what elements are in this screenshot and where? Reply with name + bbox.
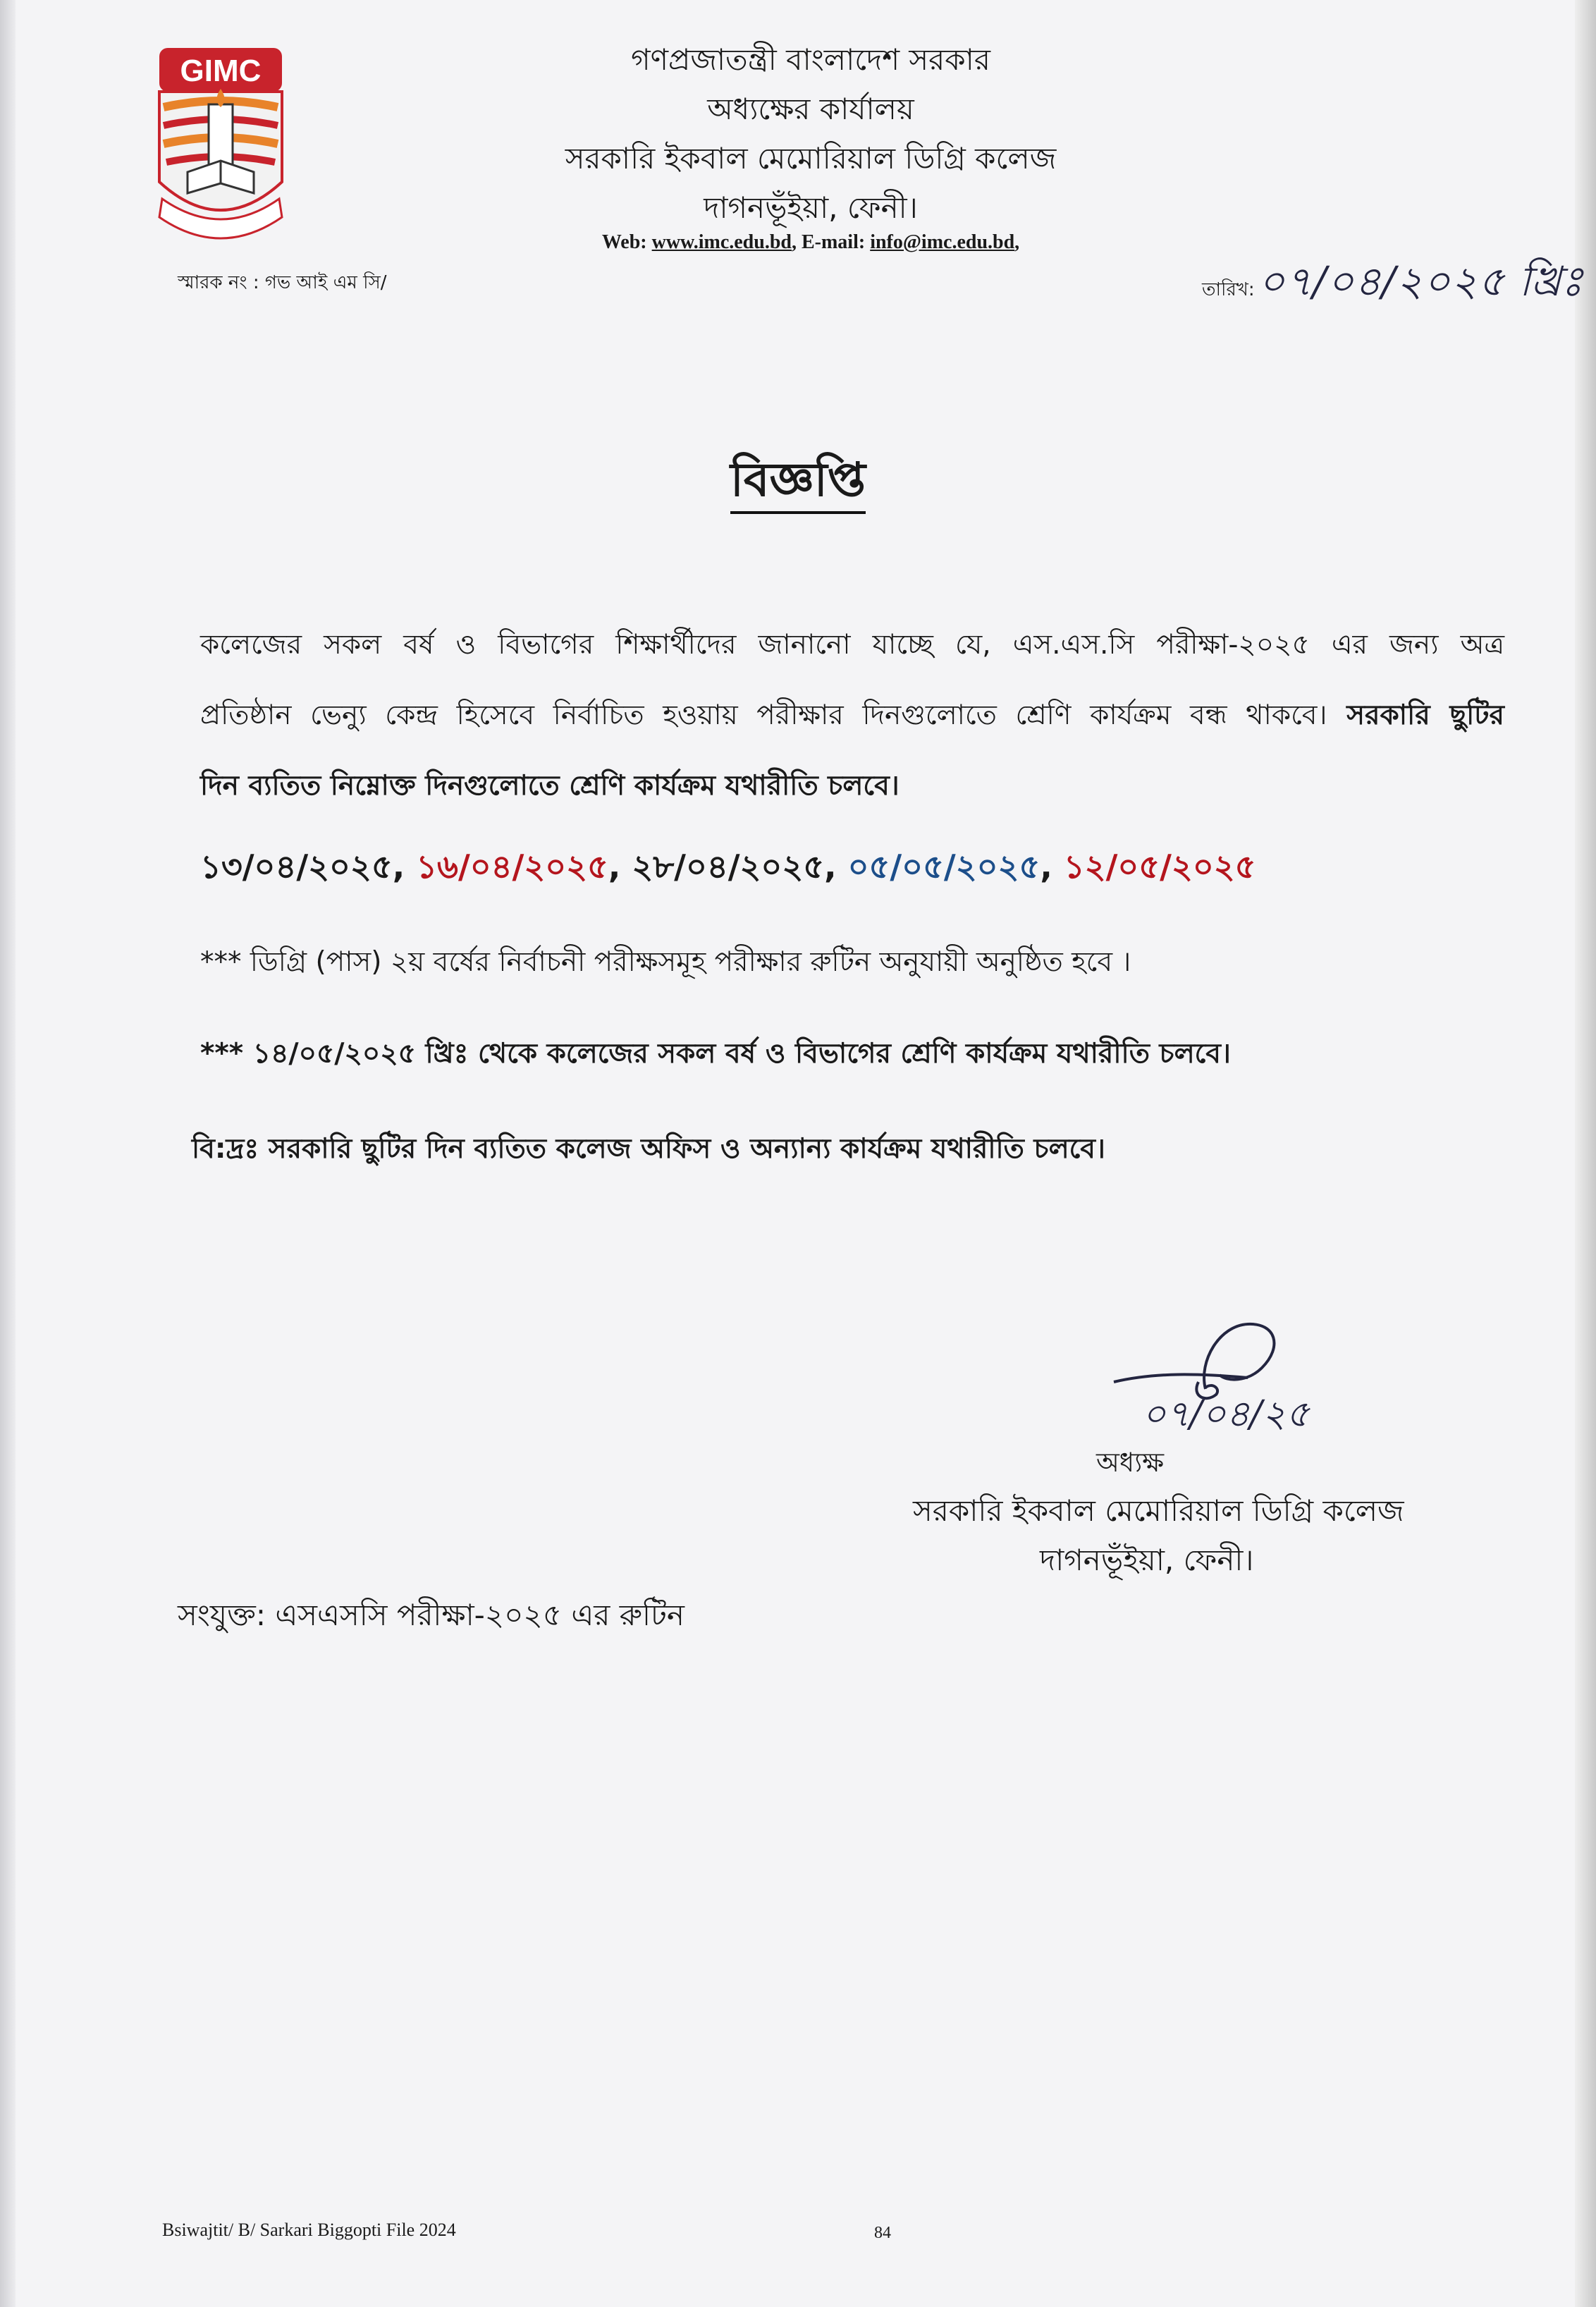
header-trailing: , (1014, 231, 1020, 253)
college-logo (154, 48, 288, 245)
signatory-college: সরকারি ইকবাল মেমোরিয়াল ডিগ্রি কলেজ (913, 1493, 1404, 1528)
signature-date: ০৭/০৪/২৫ (1142, 1393, 1310, 1436)
body-line-2 (200, 699, 1504, 731)
email-link[interactable]: info@imc.edu.bd (870, 231, 1015, 253)
date-label: তারিখ: (1202, 279, 1255, 300)
date-item: ১৩/০৪/২০২৫ (200, 847, 393, 886)
page-edge-right (1575, 0, 1596, 2307)
logo-text: GIMC (180, 54, 262, 88)
date-item: ০৫/০৫/২০২৫ (847, 847, 1041, 886)
signatory-title: অধ্যক্ষ (1096, 1447, 1165, 1478)
note-office: বি:দ্রঃ সরকারি ছুটির দিন ব্যতিত কলেজ অফিস ও অন্যান্য কার্যক্রম যথারীতি চলবে। (192, 1133, 1105, 1165)
notice-title-text: বিজ্ঞপ্তি (730, 453, 866, 514)
signatory-place: দাগনভূঁইয়া, ফেনী। (1040, 1543, 1254, 1577)
header-place: দাগনভূঁইয়া, ফেনী। (704, 190, 918, 225)
web-label: Web: (601, 231, 652, 253)
header-contact (493, 231, 1128, 254)
header-office: অধ্যক্ষের কার্যালয় (707, 92, 914, 126)
issue-date (1202, 250, 1583, 319)
date-item: ১৬/০৪/২০২৫ (416, 847, 608, 886)
page-edge-left (0, 0, 16, 2307)
class-dates: ১৩/০৪/২০২৫, ১৬/০৪/২০২৫, ২৮/০৪/২০২৫, ০৫/০৫/২০২৫, ১২/০৫/২০২৫ (200, 847, 1256, 886)
email-label: , E-mail: (791, 231, 871, 253)
body-line-2a: প্রতিষ্ঠান ভেন্যু কেন্দ্র হিসেবে নির্বাচিত হওয়ায় পরীক্ষার দিনগুলোতে শ্রেণি কার্যক্রম বন্ধ থাকবে। (200, 699, 1327, 731)
date-value: ০৭/০৪/২০২৫ খ্রিঃ (1258, 257, 1584, 305)
body-line-1: কলেজের সকল বর্ষ ও বিভাগের শিক্ষার্থীদের জানানো যাচ্ছে যে, এস.এস.সি পরীক্ষা-২০২৫ এর জন্য অত্র (200, 629, 1504, 661)
page-number: 84 (874, 2224, 891, 2242)
header-government: গণপ্রজাতন্ত্রী বাংলাদেশ সরকার (631, 42, 990, 77)
note-resume-classes: *** ১৪/০৫/২০২৫ খ্রিঃ থেকে কলেজের সকল বর্ষ ও বিভাগের শ্রেণি কার্যক্রম যথারীতি চলবে। (200, 1038, 1231, 1070)
website-link[interactable]: www.imc.edu.bd (651, 231, 792, 253)
date-item: ১২/০৫/২০২৫ (1063, 847, 1256, 886)
note-degree-exam: *** ডিগ্রি (পাস) ২য় বর্ষের নির্বাচনী পরীক্ষসমূহ পরীক্ষার রুটিন অনুযায়ী অনুষ্ঠিত হবে । (200, 946, 1131, 978)
memo-number: স্মারক নং : গভ আই এম সি/ (178, 272, 387, 293)
footer-file-path: Bsiwajtit/ B/ Sarkari Biggopti File 2024 (162, 2220, 456, 2240)
notice-title (0, 444, 1596, 522)
header-college: সরকারি ইকবাল মেমোরিয়াল ডিগ্রি কলেজ (565, 141, 1057, 176)
body-line-2b: সরকারি ছুটির (1327, 699, 1504, 731)
date-item: ২৮/০৪/২০২৫ (632, 847, 825, 886)
body-line-3: দিন ব্যতিত নিম্নোক্ত দিনগুলোতে শ্রেণি কার্যক্রম যথারীতি চলবে। (200, 770, 900, 802)
attachment-note: সংযুক্ত: এসএসসি পরীক্ষা-২০২৫ এর রুটিন (178, 1598, 685, 1632)
